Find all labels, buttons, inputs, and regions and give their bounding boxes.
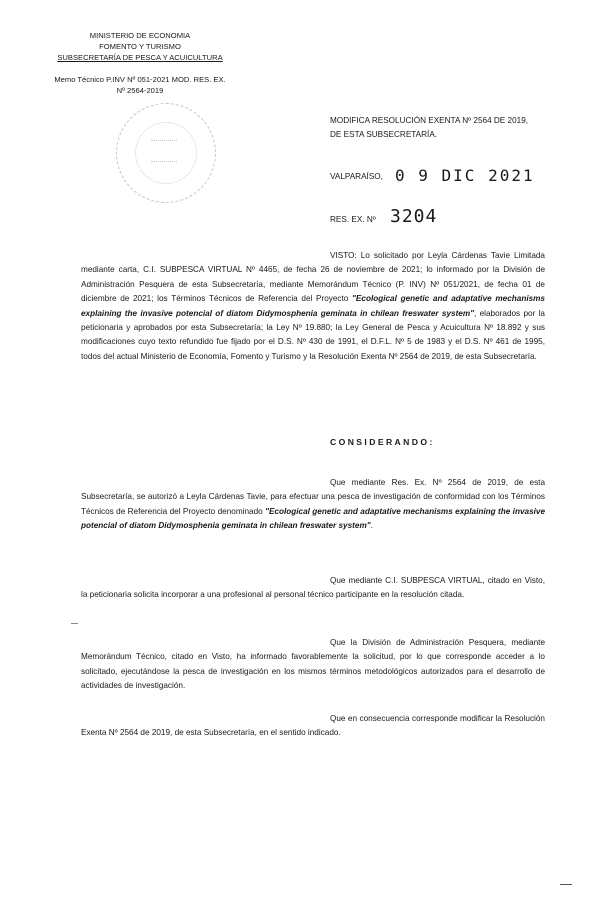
considerando-paragraph-1: Que mediante Res. Ex. Nº 2564 de 2019, de esta Subsecretaría, se autorizó a Leyla Cárdenas Tavie, para efectuar una pesca de investigación de conformidad con los Términos Técnicos de Referencia del Proyecto denominado "Ecological genetic and adaptative mechanisms explaining the invasive potencial of diatom Didymosphenia geminata in chilean freswater system". — [81, 478, 546, 531]
place-label: VALPARAÍSO, — [330, 172, 383, 181]
seal-emblem — [151, 140, 177, 162]
date-stamp: 0 9 DIC 2021 — [395, 166, 535, 185]
title-line-1: MODIFICA RESOLUCIÓN EXENTA Nº 2564 DE 2019, — [330, 116, 529, 125]
document-title — [330, 114, 560, 142]
memo-line-2: Nº 2564-2019 — [116, 86, 164, 95]
considerando-paragraph-4: Que en consecuencia corresponde modificar la Resolución Exenta Nº 2564 de 2019, de esta Subsecretaría, en el sentido indicado. — [81, 714, 545, 738]
page-corner-mark — [560, 884, 572, 885]
considerando-paragraph-3: Que la División de Administración Pesquera, mediante Memorándum Técnico, citado en Visto, ha informado favorablemente la solicitud, por lo que corresponde acceder a lo solicitado, ejecutándose la pesca de investigación en los mismos términos metodológicos autorizados para el desarrollo de actividades de investigación. — [81, 638, 545, 691]
letterhead — [40, 30, 240, 63]
visto-paragraph: VISTO: Lo solicitado por Leyla Cárdenas Tavie Limitada mediante carta, C.I. SUBPESCA VIRTUAL Nº 4465, de fecha 26 de noviembre de 2021; lo informado por la División de Administración Pesquera de esta Subsecretaría, mediante Memorándum Técnico (P. INV) Nº 051/2021, de fecha 01 de diciembre de 2021; los Términos Técnicos de Referencia del Proyecto "Ecological genetic and adaptative mechanisms explaining the invasive potencial of diatom Didymosphenia geminata in chilean freswater system", elaborados por la peticionaria y aprobados por esta Subsecretaría; la Ley Nº 19.880; la Ley General de Pesca y Acuicultura Nº 18.892 y sus modificaciones cuyo texto refundido fue fijado por el D.S. Nº 430 de 1991, el D.F.L. Nº 5 de 1983 y el D.S. Nº 461 de 1995, todos del actual Ministerio de Economía, Fomento y Turismo y la Resolución Exenta Nº 2564 de 2019, de esta Subsecretaría. — [81, 251, 545, 361]
considerando-heading: CONSIDERANDO: — [330, 437, 435, 447]
resolution-label: RES. EX. Nº — [330, 215, 376, 224]
ministry-name: MINISTERIO DE ECONOMIA — [89, 31, 191, 40]
considerando-paragraph-2: Que mediante C.I. SUBPESCA VIRTUAL, citado en Visto, la peticionaria solicita incorporar a una profesional al personal técnico participante en la resolución citada. — [81, 576, 545, 600]
official-seal-icon — [116, 103, 216, 203]
title-line-2: DE ESTA SUBSECRETARÍA. — [330, 130, 438, 139]
ministry-subtitle: FOMENTO Y TURISMO — [99, 42, 181, 51]
project-title: "Ecological genetic and adaptative mechanisms explaining the invasive potencial of diatom Didymosphenia geminata in chilean freswater system" — [81, 294, 545, 318]
subsecretaria-name: SUBSECRETARÍA DE PESCA Y ACUICULTURA — [57, 53, 223, 62]
memo-reference — [40, 74, 240, 96]
project-title-2: "Ecological genetic and adaptative mechanisms explaining the invasive potencial of diatom Didymosphenia geminata in chilean freswater system" — [81, 506, 546, 531]
memo-line-1: Memo Técnico P.INV Nº 051-2021 MOD. RES. EX. — [54, 75, 226, 84]
resolution-number: 3204 — [390, 206, 438, 227]
margin-mark — [71, 623, 78, 624]
